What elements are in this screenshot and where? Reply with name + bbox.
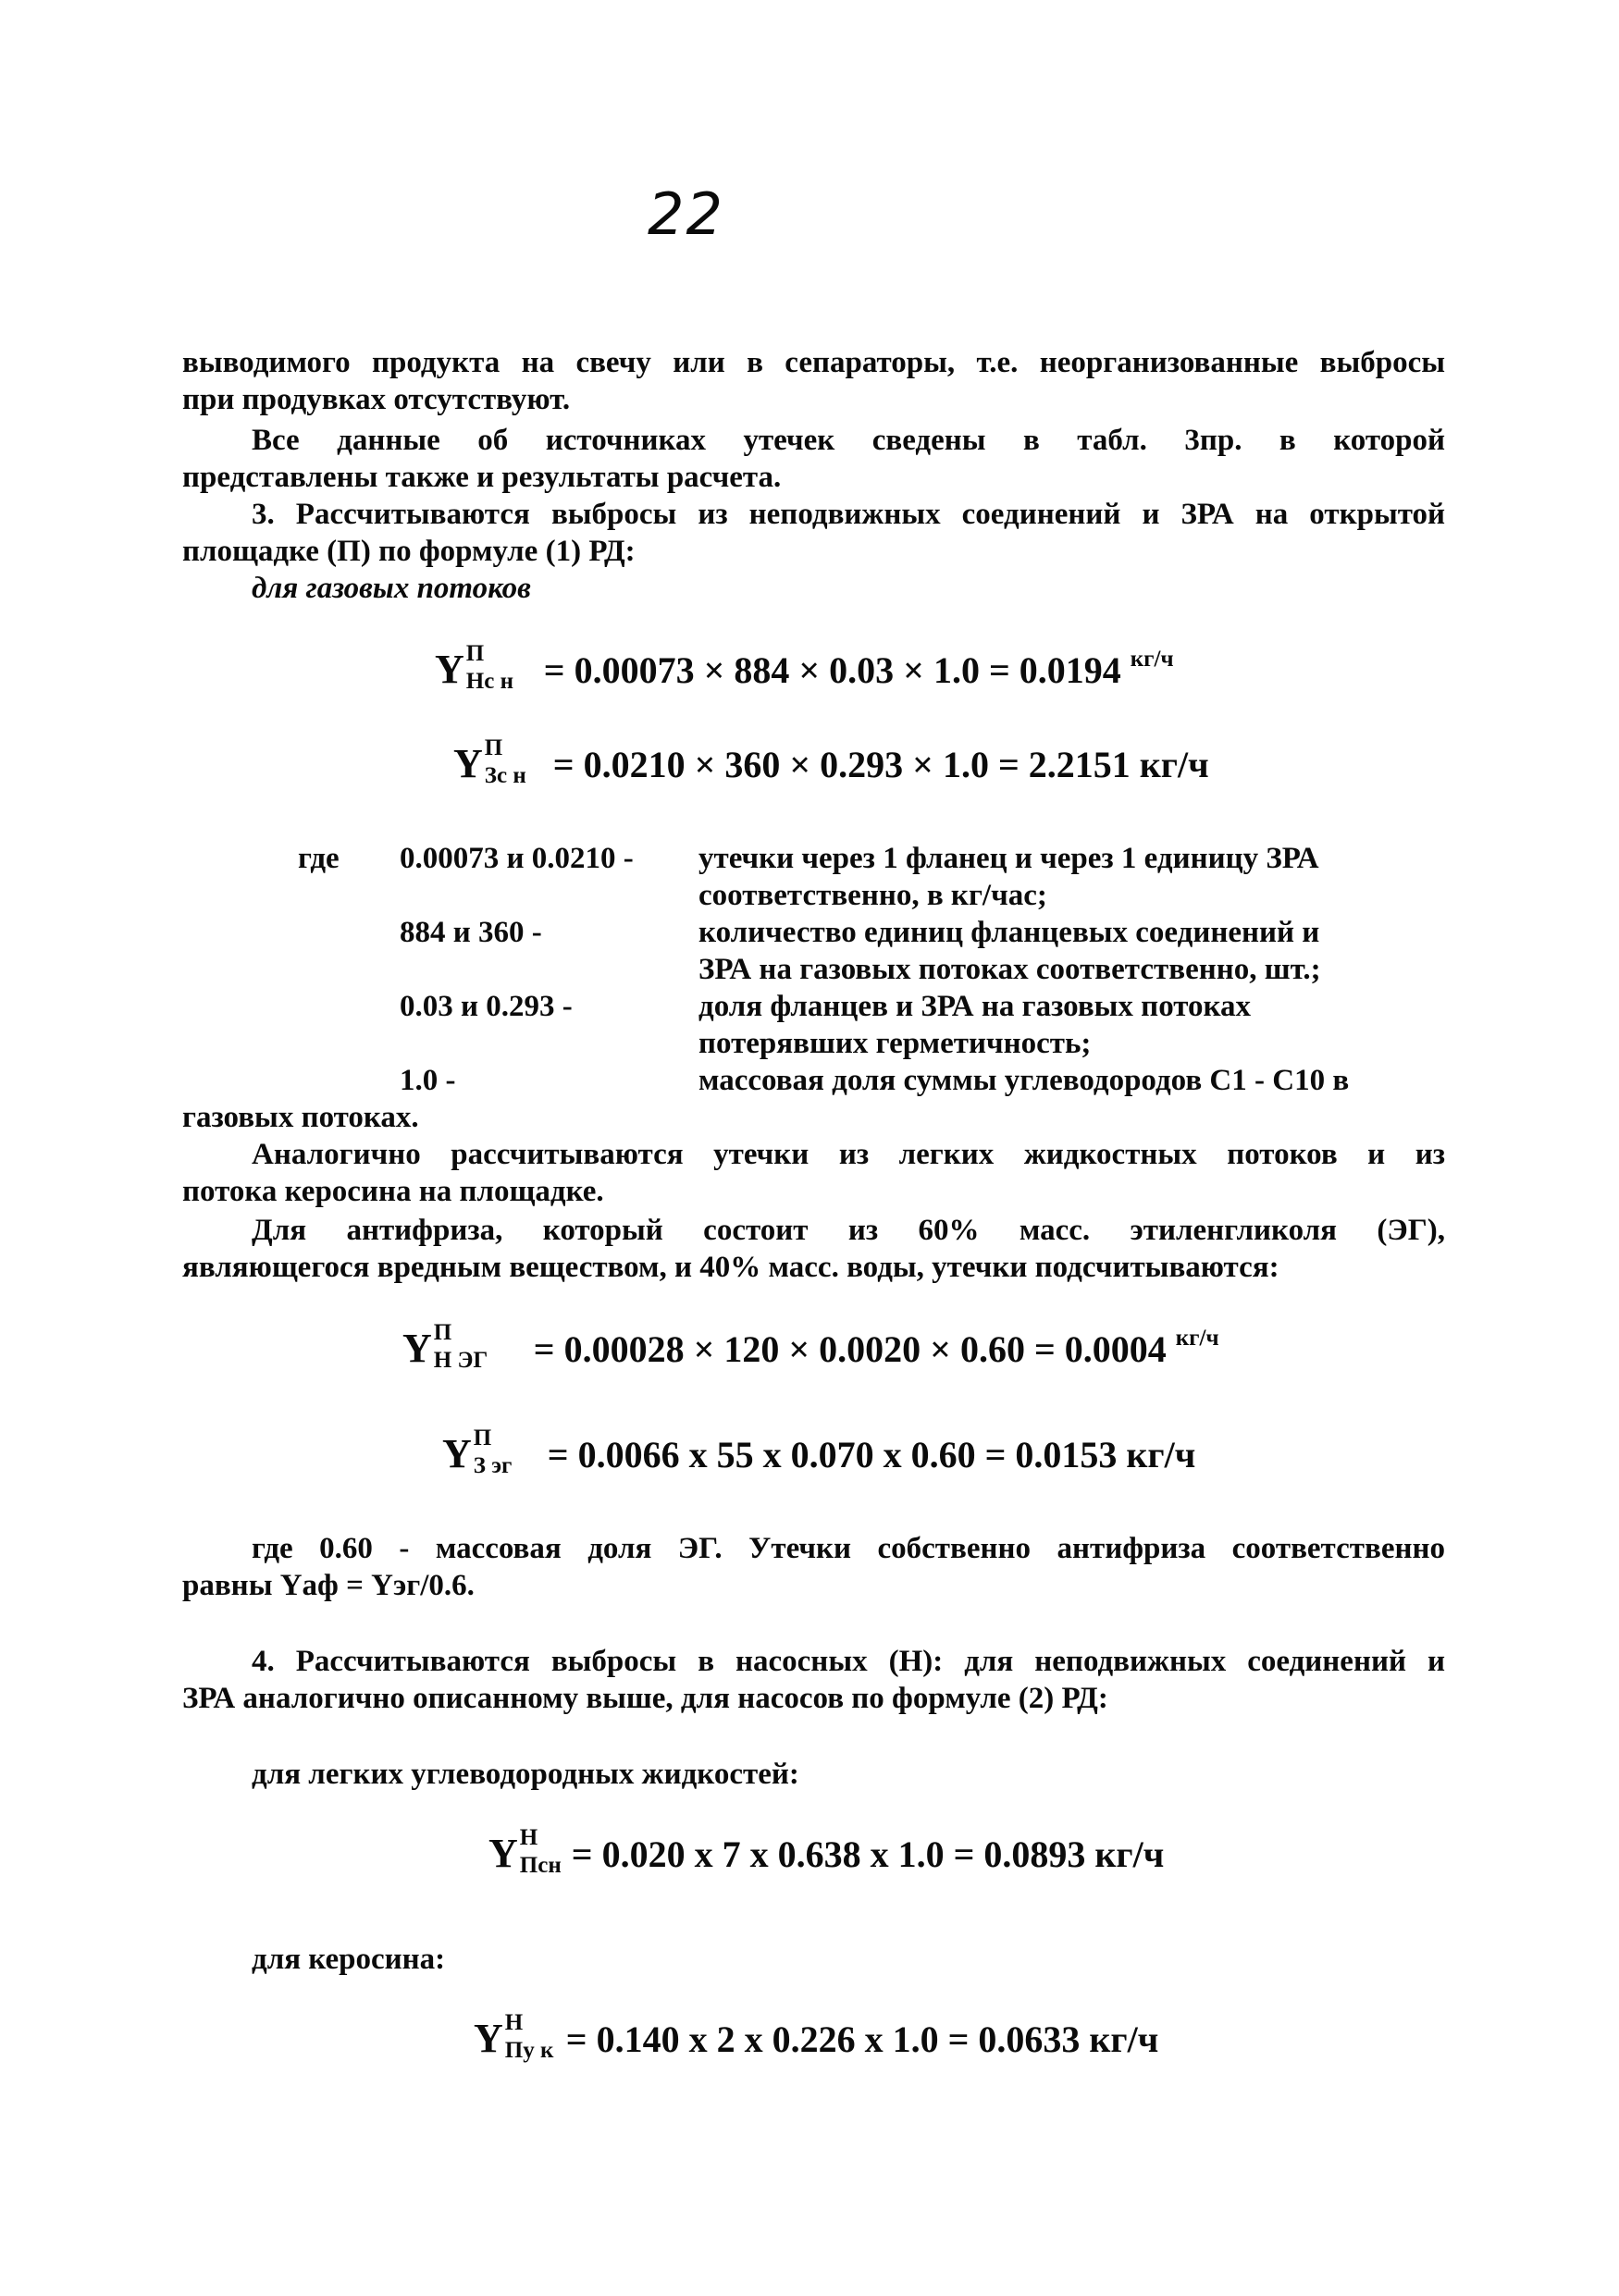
paragraph-line: для керосина: (252, 1943, 446, 1976)
page-number: 22 (648, 180, 724, 248)
paragraph-line: Для антифриза, который состоит из 60% масс. этиленгликоля (ЭГ), (252, 1214, 1445, 1247)
formula-expression: = 0.00028 × 120 × 0.0020 × 0.60 = 0.0004 (533, 1328, 1167, 1370)
paragraph-line: выводимого продукта на свечу или в сепараторы, т.е. неорганизованные выбросы (182, 346, 1445, 379)
formula-2 (453, 735, 1209, 788)
paragraph-line: 3. Рассчитываются выбросы из неподвижных соединений и ЗРА на открытой (252, 498, 1445, 531)
legend-term: 0.03 и 0.293 - (400, 990, 573, 1023)
formula-expression: = 0.0210 × 360 × 0.293 × 1.0 = 2.2151 кг/ч (552, 744, 1209, 785)
legend-desc: утечки через 1 фланец и через 1 единицу ЗРА (698, 842, 1319, 875)
paragraph-line: для газовых потоков (252, 572, 531, 605)
formula-symbol: Y Н Пу к (474, 2010, 554, 2063)
formula-expression: = 0.00073 × 884 × 0.03 × 1.0 = 0.0194 (543, 649, 1121, 691)
paragraph-line: представлены также и результаты расчета. (182, 461, 782, 494)
formula-expression: = 0.0066 х 55 х 0.070 х 0.60 = 0.0153 кг/ч (547, 1434, 1196, 1475)
legend-desc: доля фланцев и ЗРА на газовых потоках (698, 990, 1252, 1023)
legend-term: 1.0 - (400, 1064, 456, 1097)
paragraph-line: где 0.60 - массовая доля ЭГ. Утечки собственно антифриза соответственно (252, 1532, 1445, 1565)
formula-unit: кг/ч (1130, 647, 1174, 672)
legend-desc: ЗРА на газовых потоках соответственно, шт.; (698, 953, 1321, 986)
paragraph-line: ЗРА аналогично описанному выше, для насосов по формуле (2) РД: (182, 1682, 1108, 1715)
legend-term: 884 и 360 - (400, 916, 542, 949)
paragraph-line: площадке (П) по формуле (1) РД: (182, 535, 636, 568)
paragraph-line: при продувках отсутствуют. (182, 383, 571, 416)
legend-desc: соответственно, в кг/час; (698, 879, 1047, 912)
paragraph-line: являющегося вредным веществом, и 40% масс. воды, утечки подсчитываются: (182, 1251, 1279, 1284)
legend-desc: потерявших герметичность; (698, 1027, 1092, 1060)
paragraph-line: Аналогично рассчитываются утечки из легких жидкостных потоков и из (252, 1138, 1445, 1171)
formula-expression: = 0.020 х 7 х 0.638 х 1.0 = 0.0893 кг/ч (571, 1833, 1165, 1875)
legend-term: 0.00073 и 0.0210 - (400, 842, 634, 875)
formula-3 (402, 1320, 1219, 1373)
formula-symbol: Y П Зс н (453, 735, 526, 788)
formula-unit: кг/ч (1175, 1326, 1219, 1351)
legend-desc: количество единиц фланцевых соединений и (698, 916, 1320, 949)
formula-symbol: Y Н Псн (488, 1825, 562, 1878)
paragraph-line: равны Yаф = Yэг/0.6. (182, 1569, 475, 1602)
formula-expression: = 0.140 х 2 х 0.226 х 1.0 = 0.0633 кг/ч (565, 2018, 1159, 2060)
paragraph-line: потока керосина на площадке. (182, 1175, 604, 1208)
paragraph-line: для легких углеводородных жидкостей: (252, 1758, 799, 1791)
legend-where: где (298, 842, 340, 875)
paragraph-line: 4. Рассчитываются выбросы в насосных (Н): для неподвижных соединений и (252, 1645, 1445, 1678)
formula-1 (435, 641, 1174, 694)
formula-6 (474, 2010, 1159, 2063)
formula-symbol: Y П З эг (442, 1426, 513, 1478)
paragraph-line: газовых потоках. (182, 1101, 419, 1134)
paragraph-line: Все данные об источниках утечек сведены в табл. 3пр. в которой (252, 424, 1445, 457)
formula-symbol: Y П Н ЭГ (402, 1320, 488, 1373)
formula-4 (442, 1426, 1196, 1478)
formula-symbol: Y П Нс н (435, 641, 513, 694)
legend-desc: массовая доля суммы углеводородов С1 - С10 в (698, 1064, 1350, 1097)
formula-5 (488, 1825, 1165, 1878)
